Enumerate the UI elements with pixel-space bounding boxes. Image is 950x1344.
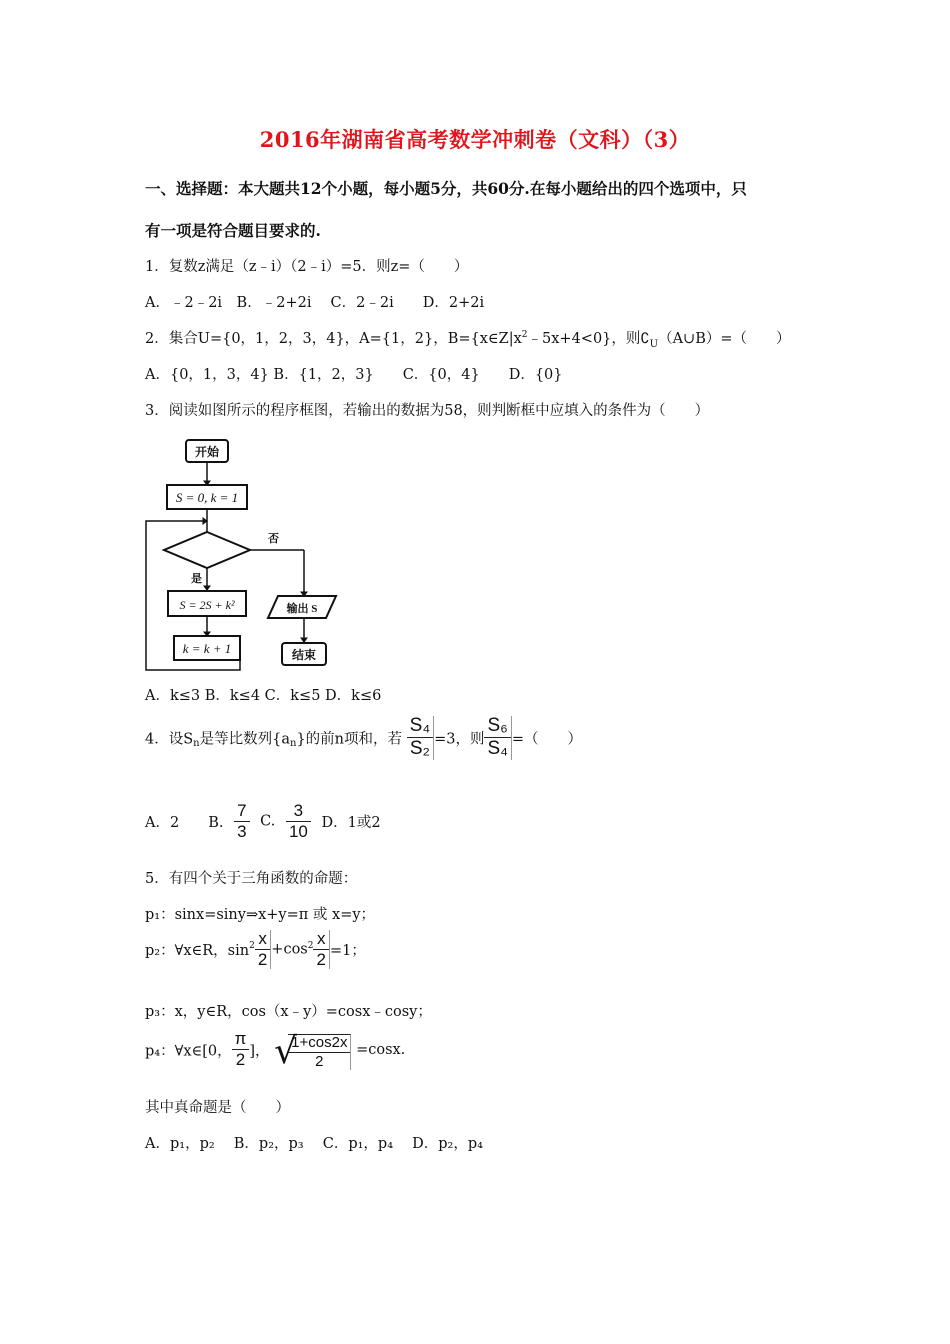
- paper-title: 2016年湖南省高考数学冲刺卷（文科）（3）: [259, 127, 691, 152]
- q2-stem-a: 2．集合U={0，1，2，3，4}，A={1，2}，B={x∈Z|x: [145, 331, 522, 347]
- frac-denominator: S₄: [487, 737, 508, 759]
- q4-opt-c-frac: [286, 802, 311, 841]
- q1-options: A．﹣2﹣2i B．﹣2+2i C．2﹣2i D．2+2i: [145, 295, 485, 311]
- complement-symbol: ∁: [640, 331, 650, 347]
- q2-stem-b: ﹣5x+4<0}，则: [527, 331, 641, 347]
- section-heading-line1: 一、选择题：本大题共12个小题，每小题5分，共60分.在每小题给出的四个选项中，只: [145, 179, 747, 198]
- q5-options: A．p₁，p₂ B．p₂，p₃ C．p₁，p₄ D．p₂，p₄: [145, 1136, 483, 1152]
- section-heading-line2: 有一项是符合题目要求的.: [145, 221, 321, 240]
- q4-stem-a: 4．设S: [145, 731, 194, 748]
- frac-denominator: 2: [235, 1049, 246, 1069]
- flow-update-k-label: k = k + 1: [182, 641, 232, 656]
- frac-denominator: 2: [315, 1052, 324, 1070]
- frac-denominator: S₂: [409, 737, 430, 759]
- flow-yes-label: 是: [191, 573, 202, 585]
- q5-p4: [145, 1030, 405, 1070]
- q4-opt-c: C.: [260, 813, 276, 830]
- frac-numerator: 1+cos2x: [288, 1035, 350, 1053]
- flow-start-label: 开始: [194, 445, 220, 459]
- frac-denominator: 10: [288, 821, 308, 841]
- frac-numerator: x: [313, 930, 328, 950]
- q4-opt-d: D．1或2: [321, 815, 381, 832]
- q5-p4-c: =cosx.: [356, 1041, 406, 1058]
- flow-decision-diamond: [164, 532, 250, 568]
- q4-options: [145, 802, 381, 841]
- q5-p4-a: p₄：∀x∈[0，: [145, 1043, 232, 1060]
- q2-options: A．{0，1，3，4} B．{1，2，3} C．{0，4} D．{0}: [145, 367, 563, 383]
- q5-p2-frac1: [255, 930, 271, 969]
- q5-p2-sup2: 2: [307, 940, 314, 951]
- q4-stem-b2: }的前n项和，若: [296, 731, 403, 748]
- flow-no-label: 否: [268, 533, 279, 545]
- q5-p2-a: p₂：∀x∈R，sin: [145, 943, 250, 960]
- q5-p2: [145, 930, 366, 969]
- q4-sub-n: n: [193, 737, 200, 749]
- q2-stem-sup: 2: [521, 330, 528, 341]
- flow-end-label: 结束: [291, 648, 317, 662]
- sqrt-symbol: √: [274, 1031, 298, 1072]
- frac-numerator: 7: [234, 802, 249, 822]
- flowchart-diagram: [140, 434, 340, 674]
- frac-denominator: 2: [257, 949, 268, 969]
- q5-p4-frac: [232, 1030, 250, 1069]
- q5-p3: p₃：x，y∈R，cos（x﹣y）=cosx﹣cosy；: [145, 1004, 432, 1020]
- q4-stem-d: =（ ）: [511, 731, 583, 748]
- q5-p4-sqrt: [274, 1030, 351, 1070]
- q5-p2-sup1: 2: [249, 940, 255, 951]
- q4-stem: [145, 716, 582, 760]
- q5-p1: p₁：sinx=siny⇒x+y=π 或 x=y；: [145, 907, 376, 923]
- frac-denominator: 3: [237, 821, 247, 841]
- flow-init-label: S = 0, k = 1: [175, 490, 239, 505]
- q2-stem: [145, 327, 791, 350]
- frac-numerator: π: [232, 1030, 250, 1050]
- q4-opt-b-frac: [234, 802, 249, 841]
- q4-frac-s6-s4: [484, 716, 511, 760]
- q4-stem-c: =3，则: [434, 731, 485, 748]
- q1-stem: 1．复数z满足（z﹣i）（2﹣i）=5．则z=（ ）: [145, 259, 469, 275]
- q5-p2-c: =1；: [329, 943, 366, 960]
- q5-p4-sqrt-frac: [288, 1035, 350, 1070]
- q2-stem-c: （A∪B）=（ ）: [658, 331, 791, 347]
- frac-numerator: S₆: [484, 716, 510, 738]
- q4-opt-a: A．2 B.: [145, 815, 224, 832]
- q5-p4-b: ]，: [249, 1043, 270, 1060]
- q5-ask: 其中真命题是（ ）: [145, 1100, 290, 1116]
- flow-update-s-label: S = 2S + k²: [179, 598, 235, 612]
- q5-p2-b: +cos: [271, 941, 308, 958]
- q3-stem: 3．阅读如图所示的程序框图，若输出的数据为58，则判断框中应填入的条件为（ ）: [145, 403, 710, 419]
- q4-frac-s4-s2: [407, 716, 434, 760]
- flow-output-label: 输出 S: [286, 603, 318, 615]
- frac-denominator: 2: [316, 949, 326, 969]
- q5-stem: 5．有四个关于三角函数的命题：: [145, 871, 358, 887]
- frac-numerator: 3: [286, 802, 311, 822]
- q4-stem-b: 是等比数列{a: [199, 731, 290, 748]
- frac-numerator: S₄: [407, 716, 433, 738]
- q3-options: A．k≤3 B．k≤4 C．k≤5 D．k≤6: [145, 688, 382, 704]
- complement-sub: U: [649, 338, 659, 350]
- q5-p2-frac2: [313, 930, 329, 969]
- frac-numerator: x: [255, 930, 270, 950]
- q4-sub-n2: n: [290, 737, 297, 749]
